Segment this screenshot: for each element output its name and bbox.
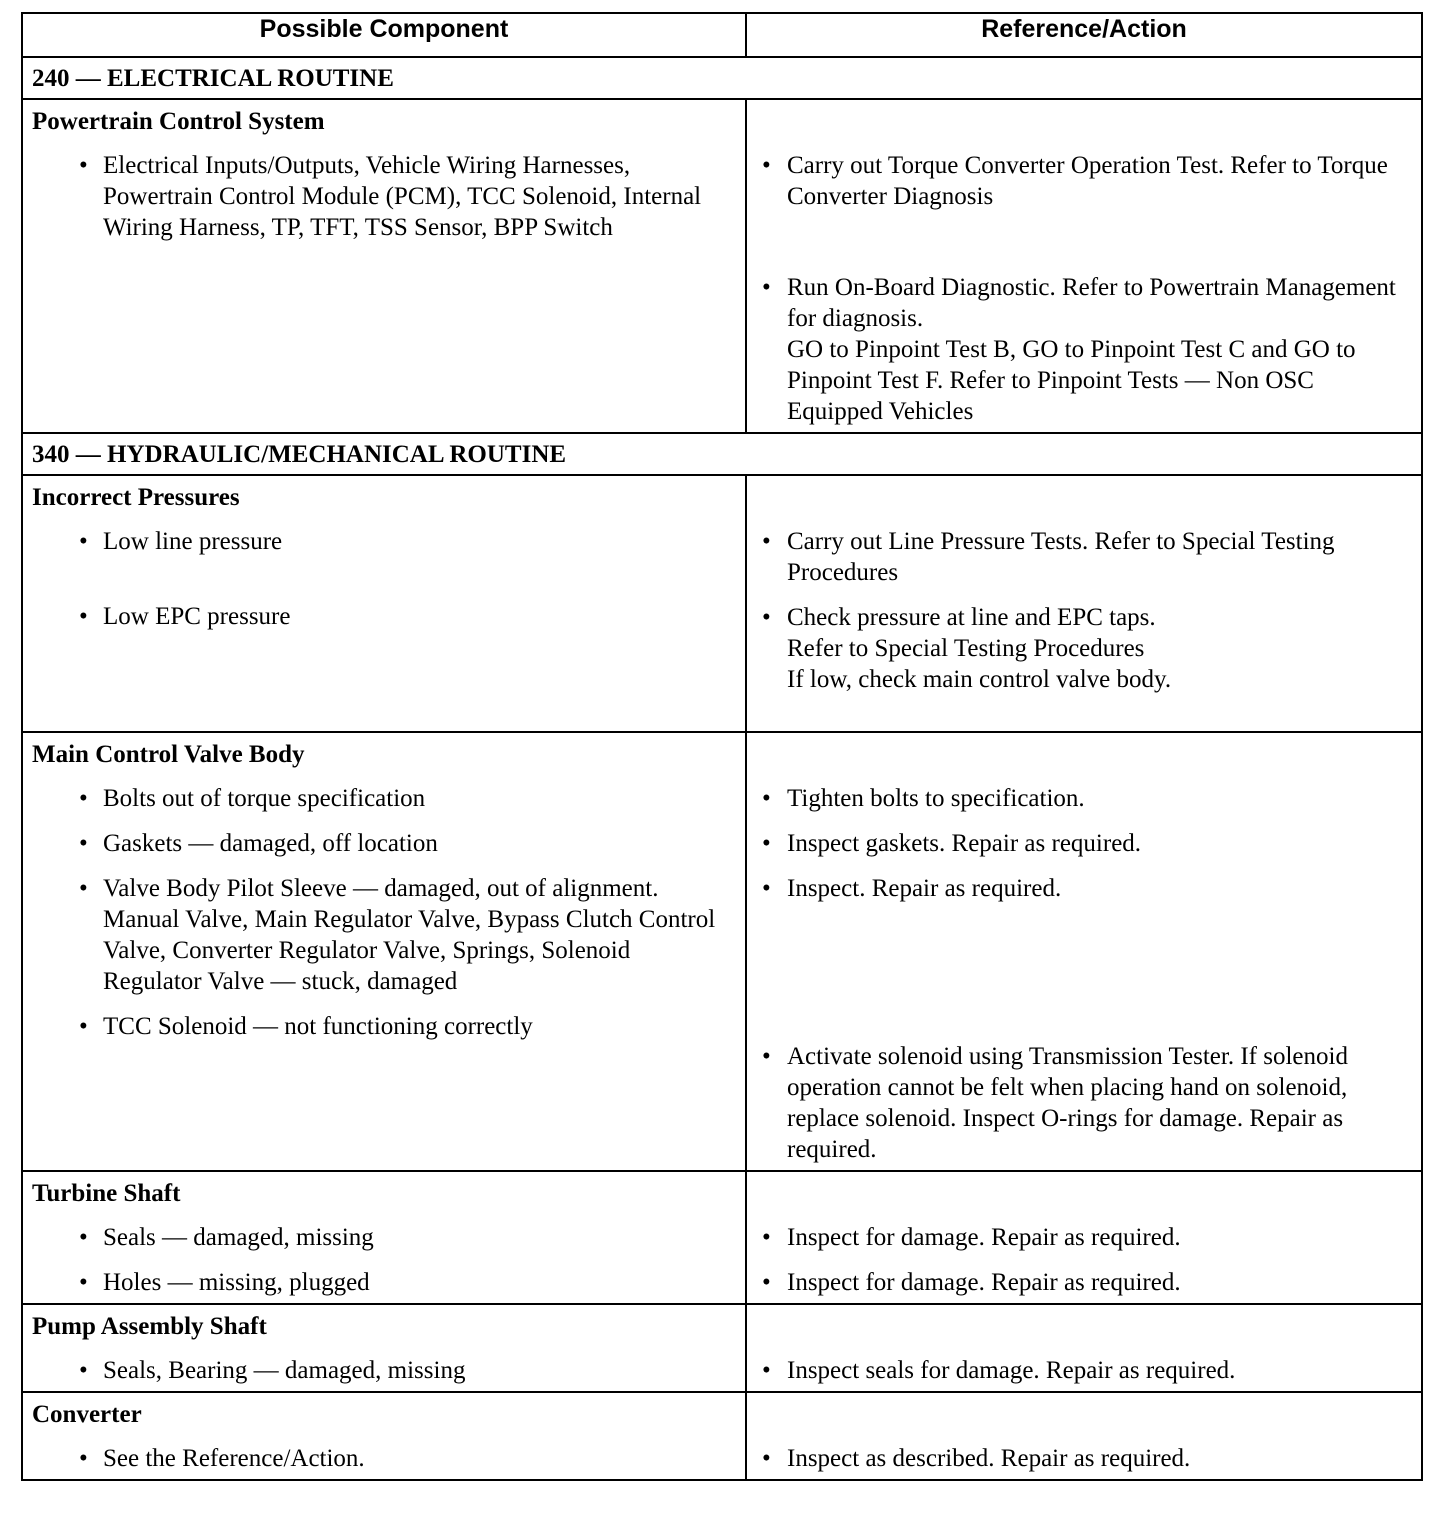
diagnosis-document [21, 12, 1421, 1481]
component-item: • Bolts out of torque specification [23, 783, 745, 814]
table-header-row [22, 13, 1422, 57]
action-item: • Carry out Torque Converter Operation Test. Refer to Torque Converter Diagnosis [747, 150, 1421, 212]
group-title: Pump Assembly Shaft [32, 1313, 267, 1340]
group-title: Converter [32, 1401, 142, 1428]
action-item: • Inspect as described. Repair as required. [747, 1443, 1421, 1474]
table-row [22, 732, 1422, 1171]
section-title: 240 — ELECTRICAL ROUTINE [22, 57, 1422, 99]
component-cell [22, 732, 746, 1171]
action-item: • Activate solenoid using Transmission Tester. If solenoid operation cannot be felt when placing hand on solenoid, replace solenoid. Inspect O-rings for damage. Repair as required. [747, 1041, 1421, 1165]
component-item: • Seals, Bearing — damaged, missing [23, 1355, 745, 1386]
header-reference-action: Reference/Action [746, 13, 1422, 57]
component-cell [22, 99, 746, 433]
group-title: Main Control Valve Body [32, 741, 305, 768]
action-cell [746, 1304, 1422, 1392]
diagnosis-table [21, 12, 1423, 1481]
component-cell [22, 1392, 746, 1480]
component-cell [22, 1171, 746, 1304]
component-item: • TCC Solenoid — not functioning correctly [23, 1011, 745, 1042]
component-item: • Holes — missing, plugged [23, 1267, 745, 1298]
table-row [22, 1304, 1422, 1392]
section-row [22, 57, 1422, 99]
table-row [22, 1392, 1422, 1480]
component-cell [22, 1304, 746, 1392]
group-title: Powertrain Control System [32, 108, 325, 135]
action-item: • Carry out Line Pressure Tests. Refer to Special Testing Procedures [747, 526, 1421, 588]
group-title: Turbine Shaft [32, 1180, 181, 1207]
component-item: • Low line pressure [23, 526, 745, 557]
action-item: • Inspect. Repair as required. [747, 873, 1421, 904]
component-item: • See the Reference/Action. [23, 1443, 745, 1474]
table-row [22, 1171, 1422, 1304]
component-item: • Gaskets — damaged, off location [23, 828, 745, 859]
action-cell [746, 99, 1422, 433]
action-item: • Inspect for damage. Repair as required. [747, 1222, 1421, 1253]
action-item: • Inspect gaskets. Repair as required. [747, 828, 1421, 859]
table-row [22, 99, 1422, 433]
action-cell [746, 1392, 1422, 1480]
component-item: • Low EPC pressure [23, 601, 745, 632]
action-item: • Tighten bolts to specification. [747, 783, 1421, 814]
action-item: • Inspect seals for damage. Repair as required. [747, 1355, 1421, 1386]
action-item: • Inspect for damage. Repair as required. [747, 1267, 1421, 1298]
action-cell [746, 732, 1422, 1171]
action-cell [746, 475, 1422, 732]
action-cell [746, 1171, 1422, 1304]
group-title: Incorrect Pressures [32, 484, 240, 511]
action-item: • Check pressure at line and EPC taps. Refer to Special Testing Procedures If low, check main control valve body. [747, 602, 1421, 695]
section-row [22, 433, 1422, 475]
component-item: • Electrical Inputs/Outputs, Vehicle Wiring Harnesses, Powertrain Control Module (PCM), TCC Solenoid, Internal Wiring Harness, TP, TFT, TSS Sensor, BPP Switch [23, 150, 745, 243]
component-item: • Seals — damaged, missing [23, 1222, 745, 1253]
component-item: • Valve Body Pilot Sleeve — damaged, out of alignment. Manual Valve, Main Regulator Valve, Bypass Clutch Control Valve, Converter Regulator Valve, Springs, Solenoid Regulator Valve — stuck, damaged [23, 873, 745, 997]
action-item: • Run On-Board Diagnostic. Refer to Powertrain Management for diagnosis. GO to Pinpoint Test B, GO to Pinpoint Test C and GO to Pinpoint Test F. Refer to Pinpoint Tests — Non OSC Equipped Vehicles [747, 272, 1421, 427]
header-possible-component: Possible Component [22, 13, 746, 57]
table-row [22, 475, 1422, 732]
component-cell [22, 475, 746, 732]
section-title: 340 — HYDRAULIC/MECHANICAL ROUTINE [22, 433, 1422, 475]
